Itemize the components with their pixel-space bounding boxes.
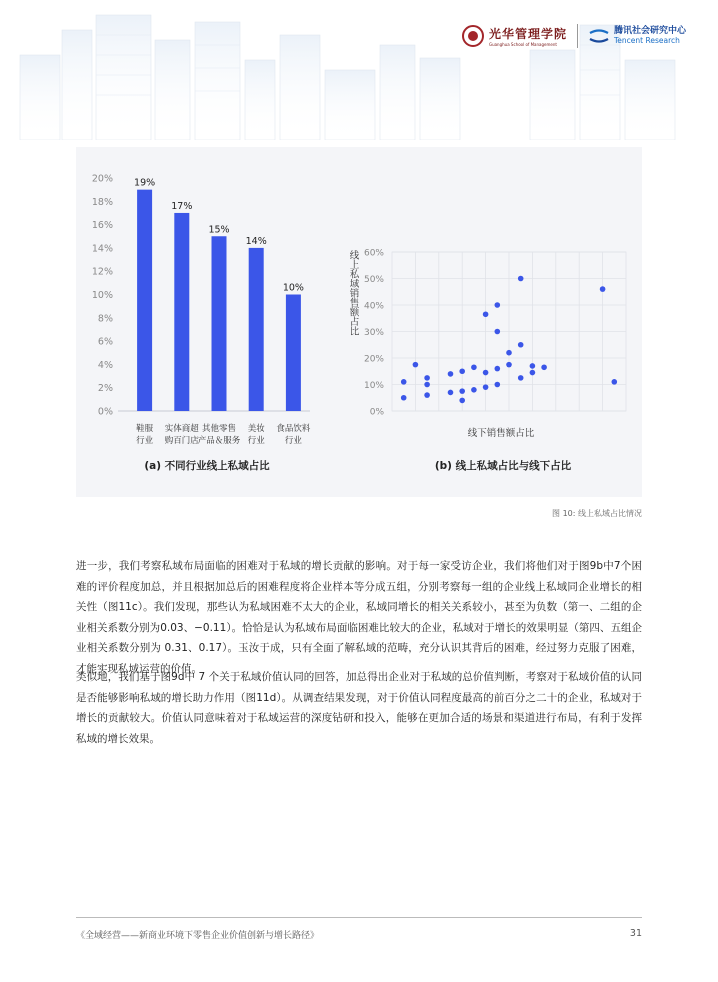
bar <box>286 295 301 412</box>
footer-report-title: 《全域经营——新商业环境下零售企业价值创新与增长路径》 <box>76 931 320 941</box>
scatter-chart-online-offline <box>336 147 642 457</box>
y-tick-label: 12% <box>91 266 113 278</box>
scatter-point <box>518 375 524 381</box>
city-skyline-background <box>0 0 718 140</box>
y-tick-label: 60% <box>363 248 384 259</box>
scatter-point <box>459 388 465 394</box>
y-axis-title: 线上私域销售额占比 <box>347 250 359 336</box>
scatter-point <box>541 364 547 370</box>
x-category-label: 行业 <box>284 436 302 446</box>
y-tick-label: 20% <box>363 354 384 365</box>
scatter-point <box>424 392 430 398</box>
y-tick-label: 18% <box>91 196 113 208</box>
tencent-name-cn: 腾讯社会研究中心 <box>613 26 686 37</box>
x-category-label: 其他零售 <box>201 424 237 434</box>
y-tick-label: 8% <box>97 313 113 325</box>
scatter-point <box>471 387 477 393</box>
bar-value-label: 19% <box>134 177 156 189</box>
x-category-label: 产品＆服务 <box>197 436 241 446</box>
x-category-label: 鞋服 <box>136 424 154 434</box>
scatter-point <box>600 286 606 292</box>
y-tick-label: 14% <box>91 243 113 255</box>
scatter-point <box>424 375 430 381</box>
scatter-point <box>483 311 489 317</box>
x-category-label: 行业 <box>247 436 265 446</box>
scatter-point <box>506 350 512 356</box>
scatter-point <box>506 362 512 368</box>
y-tick-label: 30% <box>363 328 384 338</box>
y-tick-label: 40% <box>363 301 384 312</box>
footer-divider <box>76 917 642 918</box>
scatter-point <box>448 371 454 377</box>
scatter-point <box>530 363 536 369</box>
bar <box>137 190 152 411</box>
y-tick-label: 0% <box>97 406 113 418</box>
scatter-point <box>495 329 501 335</box>
y-tick-label: 50% <box>363 275 384 285</box>
x-category-label: 实体商超 <box>164 424 199 434</box>
figure-caption: 图 10: 线上私域占比情况 <box>552 509 642 518</box>
scatter-point <box>518 342 524 348</box>
y-tick-label: 6% <box>97 336 113 348</box>
bar <box>212 236 227 411</box>
x-category-label: 食品饮料 <box>276 424 311 434</box>
x-category-label: 美妆 <box>247 424 265 434</box>
body-paragraph-2: 类似地，我们基于图9d中 7 个关于私域价值认同的回答，加总得出企业对于私域的总价值判断，考察对于私域价值的认同是否能够影响私域的增长助力作用（图11d）。从调查结果发现，对于价值认同程度最高的前百分之二十的企业，私域对于增长的贡献较大。价值认同意味着对于私域运营的深度钻研和投入，能够在更加合适的场景和渠道进行布局，有利于发挥私域的增长效果。 <box>76 671 642 745</box>
scatter-point <box>413 362 419 368</box>
y-tick-label: 10% <box>363 381 384 391</box>
x-axis-title: 线下销售额占比 <box>467 428 535 439</box>
scatter-point <box>495 382 501 388</box>
scatter-point <box>518 276 524 282</box>
pku-name-en: Guanghua School of Management <box>488 42 557 47</box>
bar-value-label: 10% <box>282 282 304 294</box>
bar <box>249 248 264 411</box>
x-category-label: 购百门店 <box>164 436 199 446</box>
scatter-point <box>459 398 465 404</box>
bar-chart-industry <box>76 147 336 457</box>
page-number: 31 <box>629 928 642 939</box>
pku-seal-icon <box>462 25 484 47</box>
scatter-point <box>401 395 407 401</box>
scatter-point <box>448 390 454 396</box>
scatter-point <box>495 366 501 372</box>
scatter-point <box>401 379 407 385</box>
chart-a-caption: (a) 不同行业线上私域占比 <box>144 460 270 472</box>
scatter-point <box>459 368 465 374</box>
bar-value-label: 14% <box>245 235 267 247</box>
tencent-mark-icon <box>588 29 610 43</box>
logo-divider <box>577 24 578 48</box>
y-tick-label: 2% <box>97 383 113 395</box>
y-tick-label: 20% <box>91 173 113 185</box>
bar <box>174 213 189 411</box>
tencent-research-logo <box>588 27 686 44</box>
scatter-point <box>483 370 489 376</box>
bar-value-label: 15% <box>208 224 230 236</box>
scatter-point <box>483 384 489 390</box>
bar-value-label: 17% <box>171 200 193 212</box>
scatter-point <box>471 364 477 370</box>
pku-name-cn: 光华管理学院 <box>488 27 567 41</box>
y-tick-label: 4% <box>97 359 113 371</box>
scatter-point <box>424 382 430 388</box>
y-tick-label: 10% <box>91 290 113 301</box>
scatter-point <box>530 370 536 376</box>
scatter-point <box>612 379 618 385</box>
chart-b-caption: (b) 线上私域占比与线下占比 <box>434 460 572 472</box>
y-tick-label: 16% <box>91 220 113 232</box>
pku-guanghua-logo <box>462 25 567 47</box>
tencent-name-en: Tencent Research <box>613 35 680 45</box>
y-tick-label: 0% <box>369 407 384 418</box>
header-logos <box>462 24 686 48</box>
x-category-label: 行业 <box>136 436 154 446</box>
scatter-point <box>495 302 501 308</box>
body-paragraph-1: 进一步，我们考察私域布局面临的困难对于私域的增长贡献的影响。对于每一家受访企业，我们将他们对于图9b中7个困难的评价程度加总，并且根据加总后的困难程度将企业样本等分成五组，分别考察每一组的企业线上私域同企业增长的相关性（图11c）。我们发现，那些认为私域困难不太大的企业，私域同增长的相关关系较小，甚至为负数（第一、二组的企业相关系数分别为0.03、−0.11）。恰恰是认为私域布局面临困难比较大的企业，私域对于增长的效果明显（第四、五组企业相关系数分别为 0.31、0.17）。玉汝于成，只有全面了解私域的范畴，充分认识其背后的困难，经过努力克服了困难，才能实现私域运营的价值。 <box>76 560 642 675</box>
